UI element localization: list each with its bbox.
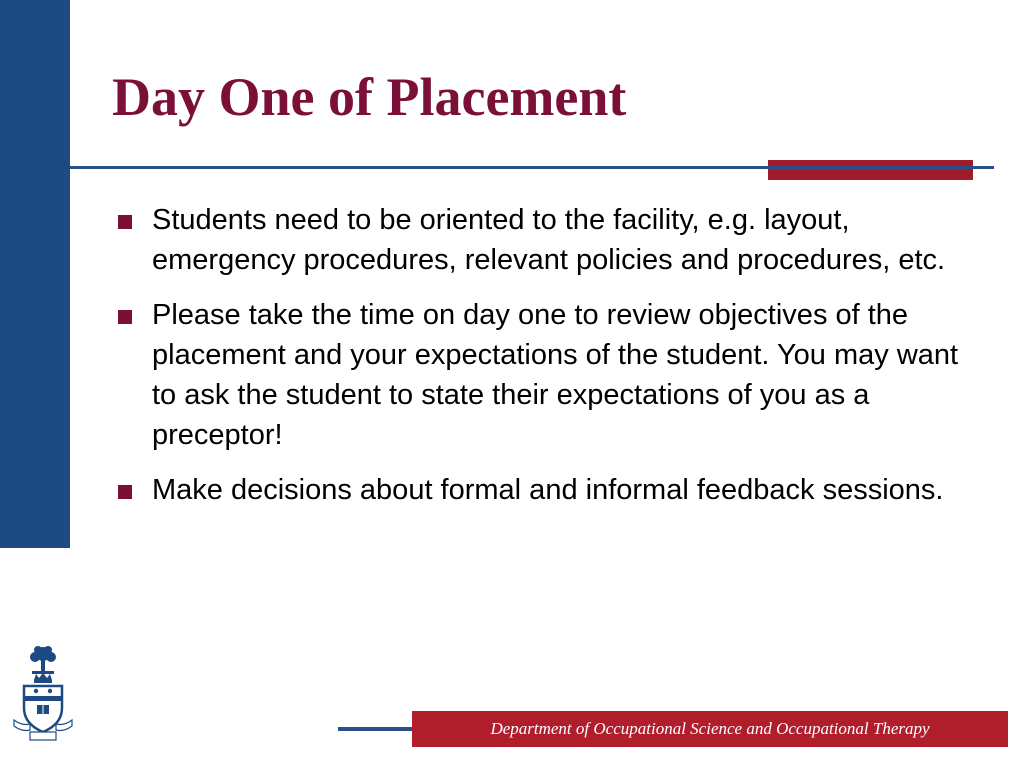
bullet-item <box>112 295 972 455</box>
square-bullet-icon <box>118 310 132 324</box>
footer-accent-line <box>338 727 412 731</box>
bullet-list <box>112 200 972 525</box>
bullet-item <box>112 200 972 280</box>
left-accent-bar <box>0 0 70 548</box>
university-crest-icon <box>12 644 74 742</box>
footer-department-text: Department of Occupational Science and Occupational Therapy <box>490 719 930 738</box>
bullet-item <box>112 470 972 510</box>
square-bullet-icon <box>118 215 132 229</box>
bullet-text: Make decisions about formal and informal feedback sessions. <box>152 474 944 506</box>
title-divider-accent <box>768 160 973 180</box>
square-bullet-icon <box>118 485 132 499</box>
bullet-text: Please take the time on day one to review objectives of the placement and your expectations of the student. You may want to ask the student to state their expectations of you as a preceptor! <box>152 299 959 451</box>
title-divider-accent-line <box>768 166 973 169</box>
slide-title: Day One of Placement <box>112 67 627 127</box>
bullet-text: Students need to be oriented to the facility, e.g. layout, emergency procedures, relevant policies and procedures, etc. <box>152 204 946 276</box>
footer-banner <box>412 711 1008 747</box>
